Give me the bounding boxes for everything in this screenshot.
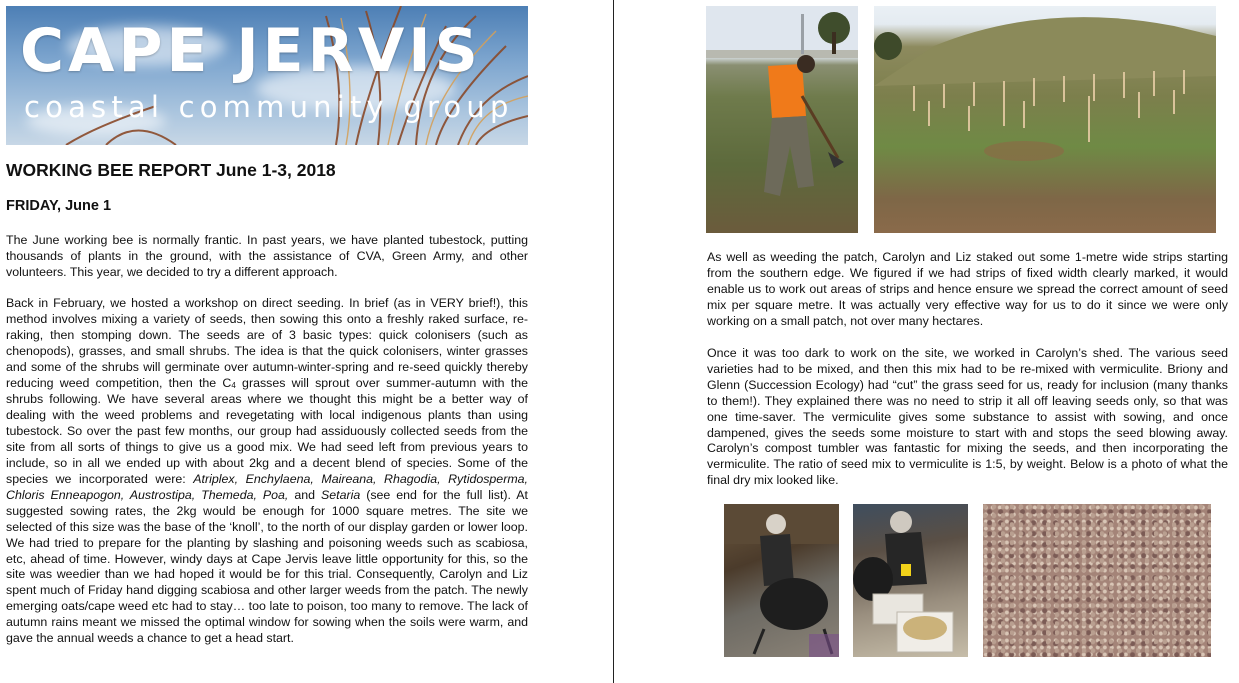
seed-mixing-paragraph: Once it was too dark to work on the site, we worked in Carolyn’s shed. The various seed varieties had to be mixed, and then this mix had to be re-mixed with vermiculite. Briony and Glenn (Succession Ecology) had “cut” the grass seed for us, ready for inclusion (many thanks to them!). They explained there was no need to strip it all off leaving seeds only, so that was one time-saver. The vermiculite gives some substance to assist with sowing, and once dampened, gives the seeds some moisture to start with and stops the seed blowing away. Carolyn’s compost tumbler was fantastic for mixing the seeds, and then incorporating the vermiculite. The ratio of seed mix to vermiculite is 1:5, by weight. Below is a photo of what the final dry mix looked like. [707, 346, 1228, 488]
cape-jervis-banner [6, 6, 528, 145]
day-heading: FRIDAY, June 1 [6, 198, 112, 214]
banner-title: CAPE JERVIS [20, 16, 482, 86]
species-list: Atriplex, Enchylaena, Maireana, Rhagodia, Rytidosperma, Chloris Enneapogon, Austrostipa, Themeda, Poa, [6, 471, 528, 502]
dry-seed-mix-photo [983, 504, 1211, 657]
worker-digging-photo [706, 6, 858, 233]
intro-paragraph: The June working bee is normally frantic. In past years, we have planted tubestock, putting thousands of plants in the ground, with the assistance of CVA, Green Army, and other volunteers. This year, we decided to try a different approach. [6, 233, 528, 279]
seed-tubs-photo [853, 504, 968, 657]
page-divider [613, 0, 614, 683]
staking-paragraph: As well as weeding the patch, Carolyn and Liz staked out some 1-metre wide strips starting from the southern edge. We figured if we had strips of fixed width clearly marked, it would enable us to work out areas of strips and hence ensure we spread the correct amount of seed mix per square metre. It was actually very effective way for us to do it since we were only working on a small patch, not over many hectares. [707, 250, 1228, 328]
staked-strips-photo [874, 6, 1216, 233]
direct-seeding-paragraph: Back in February, we hosted a workshop on direct seeding. In brief (as in VERY brief!), this method involves mixing a variety of seeds, then sowing this onto a freshly raked surface, re-raking, then stomping down. The seeds are of 3 basic types: quick colonisers (such as chenopods), grasses, and small shrubs. The idea is that the quick colonisers, winter grasses and some of the shrubs will germinate over autumn-winter-spring and re-seed quickly thereby reducing weed competition, then the $C_4$ grasses will sprout over summer-autumn with the shrubs following. We have several areas where we thought this might be a better way of dealing with the weed problems and revegetating with local indigenous plants than using tubestock. So over the past few months, our group had assiduously collected seeds from the site from all sorts of things to give us a good mix. We had seed left from previous years to include, so in all we ended up with about 2kg and a decent blend of species. Some of the species we incorporated were: Atriplex, Enchylaena, Maireana, Rhagodia, Rytidosperma, Chloris Enneapogon, Austrostipa, Themeda, Poa, and Setaria (see end for the full list). At suggested sowing rates, the 2kg would be enough for 1000 square metres. The site we selected of this size was the base of the ‘knoll’, to the north of our display garden or lower loop. We had tried to prepare for the planting by slashing and poisoning weeds such as scabiosa, etc, ahead of time. However, windy days at Cape Jervis leave little opportunity for this, so the site was weedier than we had hoped it would be for this trial. Consequently, Carolyn and Liz spent much of Friday hand digging scabiosa and other larger weeds from the patch. The newly emerging oats/cape weed etc had to stay… too late to poison, too many to remove. The lack of autumn rains meant we missed the optimal window for sowing when the soils were warm, and gave the annual weeds a chance to get a head start. [6, 296, 528, 646]
report-title: WORKING BEE REPORT June 1-3, 2018 [6, 160, 336, 180]
species-setaria: Setaria [320, 487, 361, 502]
compost-tumbler-photo [724, 504, 839, 657]
banner-subtitle: coastal community group [24, 90, 514, 124]
